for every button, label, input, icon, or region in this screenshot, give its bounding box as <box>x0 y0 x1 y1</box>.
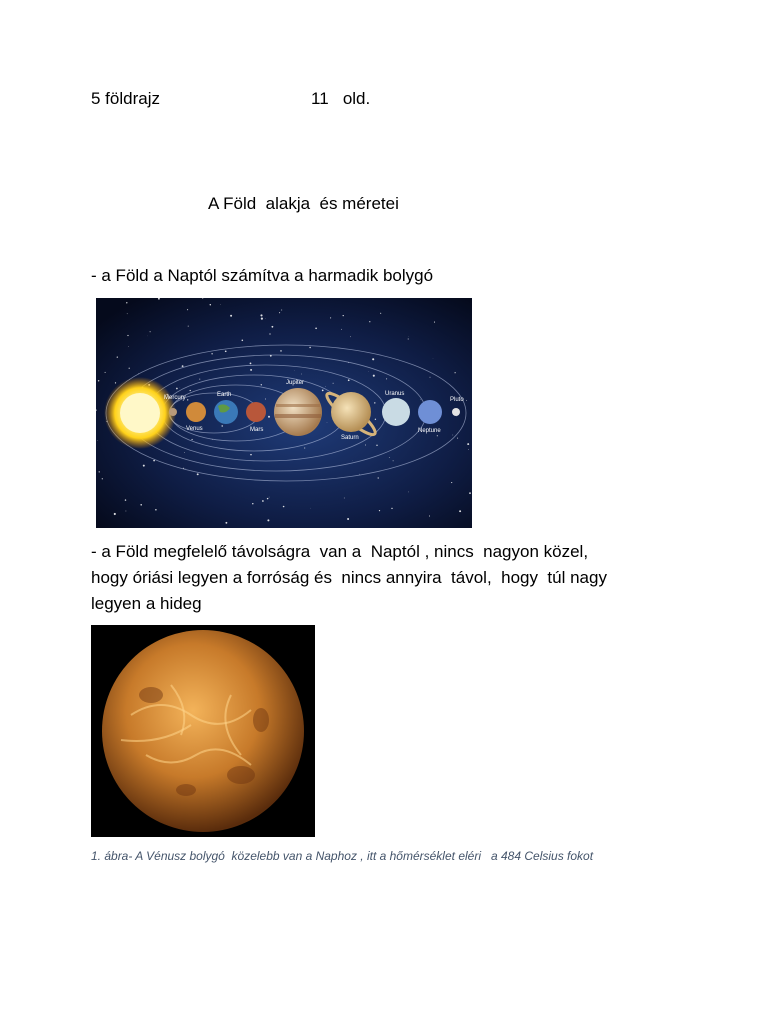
label-pluto: Pluto <box>450 397 464 403</box>
label-neptune: Neptune <box>418 428 441 434</box>
label-mars: Mars <box>250 427 264 433</box>
bullet-text-2: - a Föld megfelelő távolságra van a Naptól , nincs nagyon közel, hogy óriási legyen a forróság és nincs annyira távol, hogy túl nagy legyen a hideg <box>91 542 607 613</box>
solar-system-image <box>96 298 472 528</box>
venus-image <box>91 625 315 837</box>
label-saturn: Saturn <box>341 435 359 441</box>
venus-graphic <box>186 402 206 422</box>
label-jupiter: Jupiter <box>286 380 305 386</box>
header-subject: 5 földrajz <box>91 89 160 108</box>
pluto-graphic <box>452 408 460 416</box>
jupiter-graphic <box>274 388 322 436</box>
label-venus: Venus <box>186 426 203 432</box>
page-title: A Föld alakja és méretei <box>208 194 399 213</box>
earth-graphic <box>214 400 238 424</box>
mercury-graphic <box>169 408 177 416</box>
neptune-graphic <box>418 400 442 424</box>
saturn-graphic <box>331 392 371 432</box>
label-earth: Earth <box>217 392 232 398</box>
mars-graphic <box>246 402 266 422</box>
bullet-text-1: - a Föld a Naptól számítva a harmadik bolygó <box>91 266 434 285</box>
label-mercury: Mercury <box>164 395 186 401</box>
uranus-graphic <box>382 398 410 426</box>
figure-caption: 1. ábra- A Vénusz bolygó közelebb van a Naphoz , itt a hőmérséklet eléri a 484 Celsius fokot <box>91 849 594 863</box>
header-page-number: 11 old. <box>311 89 371 108</box>
label-uranus: Uranus <box>385 391 405 397</box>
